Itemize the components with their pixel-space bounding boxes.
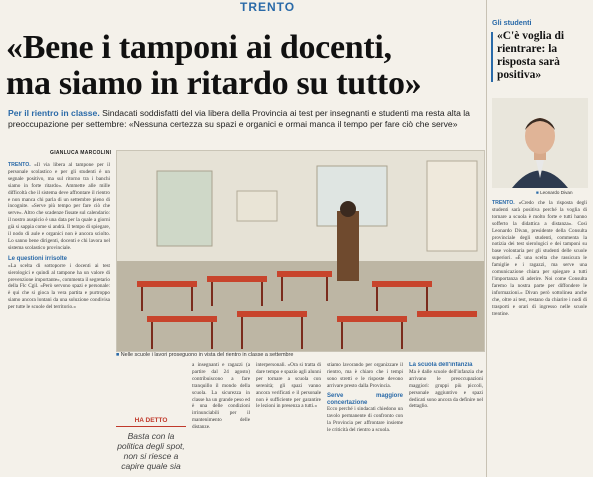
classroom-photo-illustration bbox=[117, 151, 484, 351]
column-3-text: interpersonali. «Ora si tratta di dare tempo e spazio agli alunni per tornare a scuola con serenità; gli spazi vanno ancora verificati e il personale non è sufficiente per garantire le lezioni in presenza a tutti.» bbox=[256, 362, 321, 410]
column-4-text: stiamo lavorando per organizzare il rientro, ma è chiaro che i tempi sono stretti e le risposte devono arrivare presto dalla Provincia. bbox=[327, 362, 403, 389]
pull-quote bbox=[116, 417, 186, 471]
sidebar-tag: Gli studenti bbox=[492, 18, 532, 27]
column-2-text: a insegnanti e ragazzi (a partire dal 24 agosto) contribuiscono a fare tranquillo il mondo della scuola. La sicurezza in classe ha un grande peso ed è una delle condizioni irrinunciabili per il mantenimento delle distanze. bbox=[192, 362, 250, 431]
sidebar-title bbox=[497, 30, 587, 82]
sidebar-body: «Credo che la risposta degli studenti sarà positiva perché la voglia di tornare a scuola è molto forte e tutti hanno sofferto la didattica a distanza». Così Leonardo Divan, presidente della Consulta provinciale degli studenti, commenta la notizia dei test sierologici e dei tamponi su base volontaria per gli studenti delle scuole superiori. «È una scelta che rassicura le famiglie e i ragazzi, ma serve una comunicazione chiara per spiegare a tutti l'importanza di aderire. Noi come Consulta faremo la nostra parte per diffondere le informazioni.» Divan però sottolinea anche che, oltre ai test, restano da chiarire i nodi di trasporti e orari di ingresso nelle scuole trentine. bbox=[492, 200, 587, 317]
article-column-4 bbox=[327, 362, 403, 474]
portrait-caption: ■ Leonardo Divan bbox=[536, 190, 573, 195]
subhead-text: Sindacati soddisfatti del via libera della Provincia ai test per insegnanti e studenti ma resta alta la preoccupazione per settembre: «Nessuna certezza su spazi e organici e ormai manca il tempo per fare ciò che serve» bbox=[8, 108, 470, 129]
column-5-text: Ma è dalle scuole dell'infanzia che arrivano le preoccupazioni maggiori: gruppi più piccoli, personale aggiuntivo e spazi dedicati sono ancora da definire nel dettaglio. bbox=[409, 368, 483, 410]
subheadline bbox=[8, 108, 488, 130]
article-column-1 bbox=[8, 162, 110, 472]
photo-caption-text: Nelle scuole i lavori proseguono in vista del rientro in classe a settembre bbox=[120, 352, 294, 358]
sidebar-dateline: TRENTO. bbox=[492, 200, 515, 206]
photo-caption: ■ Nelle scuole i lavori proseguono in vista del rientro in classe a settembre bbox=[116, 352, 294, 358]
article-column-3 bbox=[256, 362, 321, 474]
column-4-subhead: Serve maggiore concertazione bbox=[327, 392, 403, 406]
headline bbox=[6, 30, 486, 102]
column-1-subhead: Le questioni irrisolte bbox=[8, 255, 68, 262]
column-4-text-2: Ecco perché i sindacati chiedono un tavolo permanente di confronto con la Provincia per affrontare insieme le criticità del rientro a scuola. bbox=[327, 406, 403, 434]
sidebar-title-text: «C'è voglia di rientrare: la risposta sarà positiva» bbox=[497, 30, 565, 81]
headline-line-2: ma siamo in ritardo su tutto» bbox=[6, 65, 422, 102]
pull-quote-label: HA DETTO bbox=[116, 417, 186, 427]
headline-line-1: «Bene i tamponi ai docenti, bbox=[6, 29, 392, 66]
dateline-place: TRENTO. bbox=[8, 162, 31, 168]
column-1-text: «Il via libera al tampone per il personale scolastico e per gli studenti è un segnale positivo, ma sul ritorno tra i banchi siamo in forte ritardo». Ammette alle mille difficoltà che il sistema deve affrontare il rientro e non manca chi parla di un settembre pieno di incognite. «Serve più tempo per fare ciò che serve». Altro che scadenze fissate sul calendario: il nostro auspicio è una data per la quale a giorni già si sappia come si andrà. Il tempo di spiegare, il nodo di aule e organici non è ancora sciolto. Lo sanno bene dirigenti, docenti e chi lavora nel sistema scolastico provinciale. bbox=[8, 162, 110, 251]
article-column-2 bbox=[192, 362, 250, 474]
pull-quote-text: Basta con la politica degli spot, non si riesce a capire quale sia bbox=[117, 431, 185, 471]
sidebar-title-bar bbox=[491, 32, 493, 82]
article-photo bbox=[116, 150, 485, 352]
section-label: TRENTO bbox=[240, 0, 296, 14]
person-portrait-icon bbox=[492, 98, 588, 188]
subhead-lead: Per il rientro in classe. bbox=[8, 108, 100, 118]
sidebar-divider bbox=[486, 0, 487, 477]
portrait-caption-text: Leonardo Divan bbox=[540, 190, 573, 195]
column-1-text-2: «La scelta di sottoporre i docenti ai test sierologici e quindi al tampone ha un valore di prevenzione importante», commenta il segretario della Flc Cgil. «Però servono spazi e personale: è qui che si gioca la vera partita e purtroppo siamo ancora lontani da una soluzione condivisa per tutte le scuole del territorio.» bbox=[8, 262, 110, 311]
byline: GIANLUCA MARCOLINI bbox=[50, 150, 112, 156]
portrait-photo bbox=[492, 98, 588, 188]
article-column-5 bbox=[409, 362, 483, 474]
column-5-subhead: La scuola dell'infanzia bbox=[409, 362, 473, 368]
sidebar-article-text bbox=[492, 200, 587, 477]
